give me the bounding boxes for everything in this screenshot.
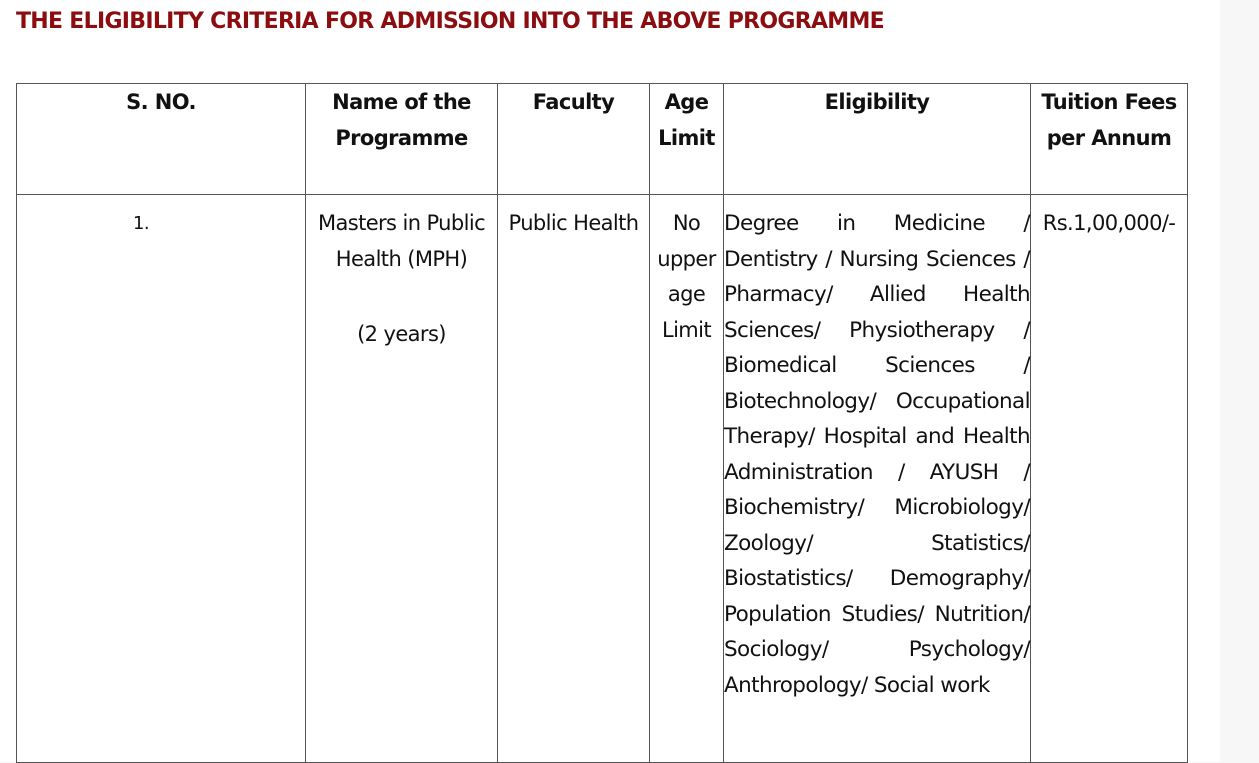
cell-age-limit: No upper age Limit xyxy=(650,195,724,763)
header-sno: S. NO. xyxy=(17,84,306,195)
section-heading: THE ELIGIBILITY CRITERIA FOR ADMISSION INTO THE ABOVE PROGRAMME xyxy=(16,9,885,34)
eligibility-table xyxy=(16,83,1188,763)
cell-faculty: Public Health xyxy=(498,195,650,763)
table-header-row xyxy=(17,84,1188,195)
cell-programme xyxy=(306,195,498,763)
cell-fees: Rs.1,00,000/- xyxy=(1031,195,1188,763)
programme-name: Masters in Public Health (MPH) xyxy=(317,211,486,271)
header-programme: Name of the Programme xyxy=(306,84,498,195)
table-row xyxy=(17,195,1188,763)
header-eligibility: Eligibility xyxy=(724,84,1031,195)
header-age-limit: Age Limit xyxy=(650,84,724,195)
header-fees: Tuition Fees per Annum xyxy=(1031,84,1188,195)
sno-value: 1. xyxy=(133,213,149,234)
header-faculty: Faculty xyxy=(498,84,650,195)
cell-eligibility: Degree in Medicine / Dentistry / Nursing Sciences / Pharmacy/ Allied Health Sciences/ Physiotherapy / Biomedical Sciences / Biotechnology/ Occupational Therapy/ Hospital and Health Administration / AYUSH / Biochemistry/ Microbiology/ Zoology/ Statistics/ Biostatistics/ Demography/ Population Studies/ Nutrition/ Sociology/ Psychology/ Anthropology/ Social work xyxy=(724,195,1031,763)
programme-duration: (2 years) xyxy=(357,322,446,346)
cell-sno xyxy=(17,195,306,763)
